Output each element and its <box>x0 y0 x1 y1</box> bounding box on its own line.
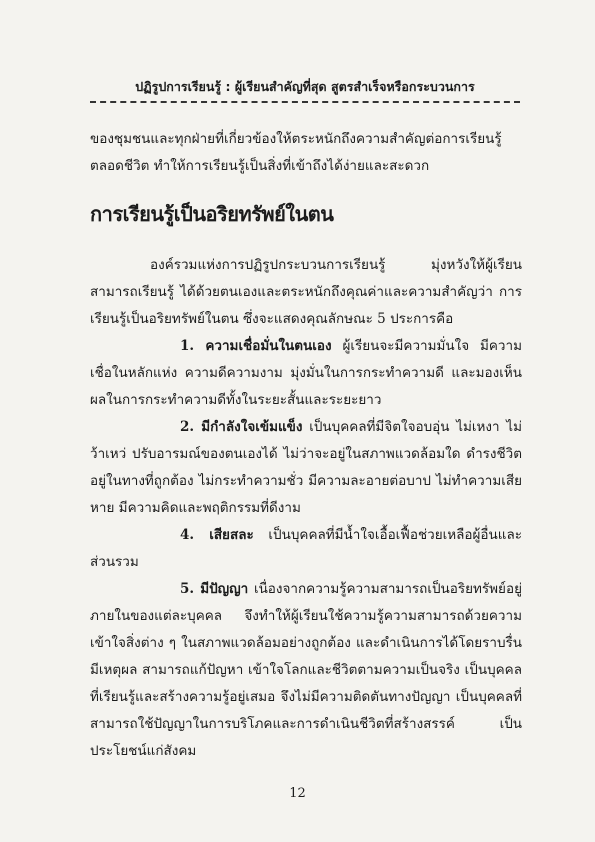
header-divider <box>90 101 520 103</box>
running-header: ปฏิรูปการเรียนรู้ : ผู้เรียนสำคัญที่สุด สูตรสำเร็จหรือกระบวนการ <box>135 79 475 94</box>
item-title: 5. มีปัญญา <box>180 581 249 597</box>
item-text: เป็นบุคคลที่มีน้ำใจเอื้อเฟื้อช่วยเหลือผู้อื่นและส่วนรวม <box>90 527 522 570</box>
item-title: 4. เสียสละ <box>180 527 254 543</box>
item-text: เนื่องจากความรู้ความสามารถเป็นอริยทรัพย์อยู่ภายในของแต่ละบุคคล จึงทำให้ผู้เรียนใช้ความรู้ความสามารถด้วยความเข้าใจสิ่งต่าง ๆ ในสภาพแวดล้อมอย่างถูกต้อง และดำเนินการได้โดยราบรื่นมีเหตุผล สามารถแก้ปัญหา เข้าใจโลกและชีวิตตามความเป็นจริง เป็นบุคคลที่เรียนรู้และสร้างความรู้อยู่เสมอ จึงไม่มีความติดตันทางปัญญา เป็นบุคคลที่สามารถใช้ปัญญาในการบริโภคและการดำเนินชีวิตที่สร้างสรรค์ เป็นประโยชน์แก่สังคม <box>90 581 522 759</box>
item-title: 1. ความเชื่อมั่นในตนเอง <box>180 338 332 354</box>
item-title: 2. มีกำลังใจเข้มแข็ง <box>180 419 303 435</box>
section-body <box>90 252 522 765</box>
item-text: เป็นบุคคลที่มีจิตใจอบอุ่น ไม่เหงา ไม่ว้าเหว่ ปรับอารมณ์ของตนเองได้ ไม่ว่าจะอยู่ในสภาพแวดล้อมใด ดำรงชีวิตอยู่ในทางที่ถูกต้อง ไม่กระทำความชั่ว มีความละอายต่อบาป ไม่ทำความเสียหาย มีความคิดและพฤติกรรมที่ดีงาม <box>90 419 522 516</box>
lead-paragraph: องค์รวมแห่งการปฏิรูปกระบวนการเรียนรู้ มุ่งหวังให้ผู้เรียนสามารถเรียนรู้ ได้ด้วยตนเองและตระหนักถึงคุณค่าและความสำคัญว่า การเรียนรู้เป็นอริยทรัพย์ในตน ซึ่งจะแสดงคุณลักษณะ 5 ประการคือ <box>90 257 522 327</box>
list-item <box>90 333 522 414</box>
list-item <box>90 522 522 576</box>
intro-paragraph: ของชุมชนและทุกฝ่ายที่เกี่ยวข้องให้ตระหนักถึงความสำคัญต่อการเรียนรู้ตลอดชีวิต ทำให้การเรียนรู้เป็นสิ่งที่เข้าถึงได้ง่ายและสะดวก <box>90 131 502 174</box>
list-item <box>90 414 522 522</box>
list-item <box>90 576 522 765</box>
section-heading: การเรียนรู้เป็นอริยทรัพย์ในตน <box>90 202 334 226</box>
item-text: ผู้เรียนจะมีความมั่นใจ มีความเชื่อในหลักแห่ง ความดีความงาม มุ่งมั่นในการกระทำความดี และมองเห็นผลในการกระทำความดีทั้งในระยะสั้นและระยะยาว <box>90 338 522 408</box>
page-number: 12 <box>289 786 306 801</box>
intro-block <box>90 126 522 180</box>
